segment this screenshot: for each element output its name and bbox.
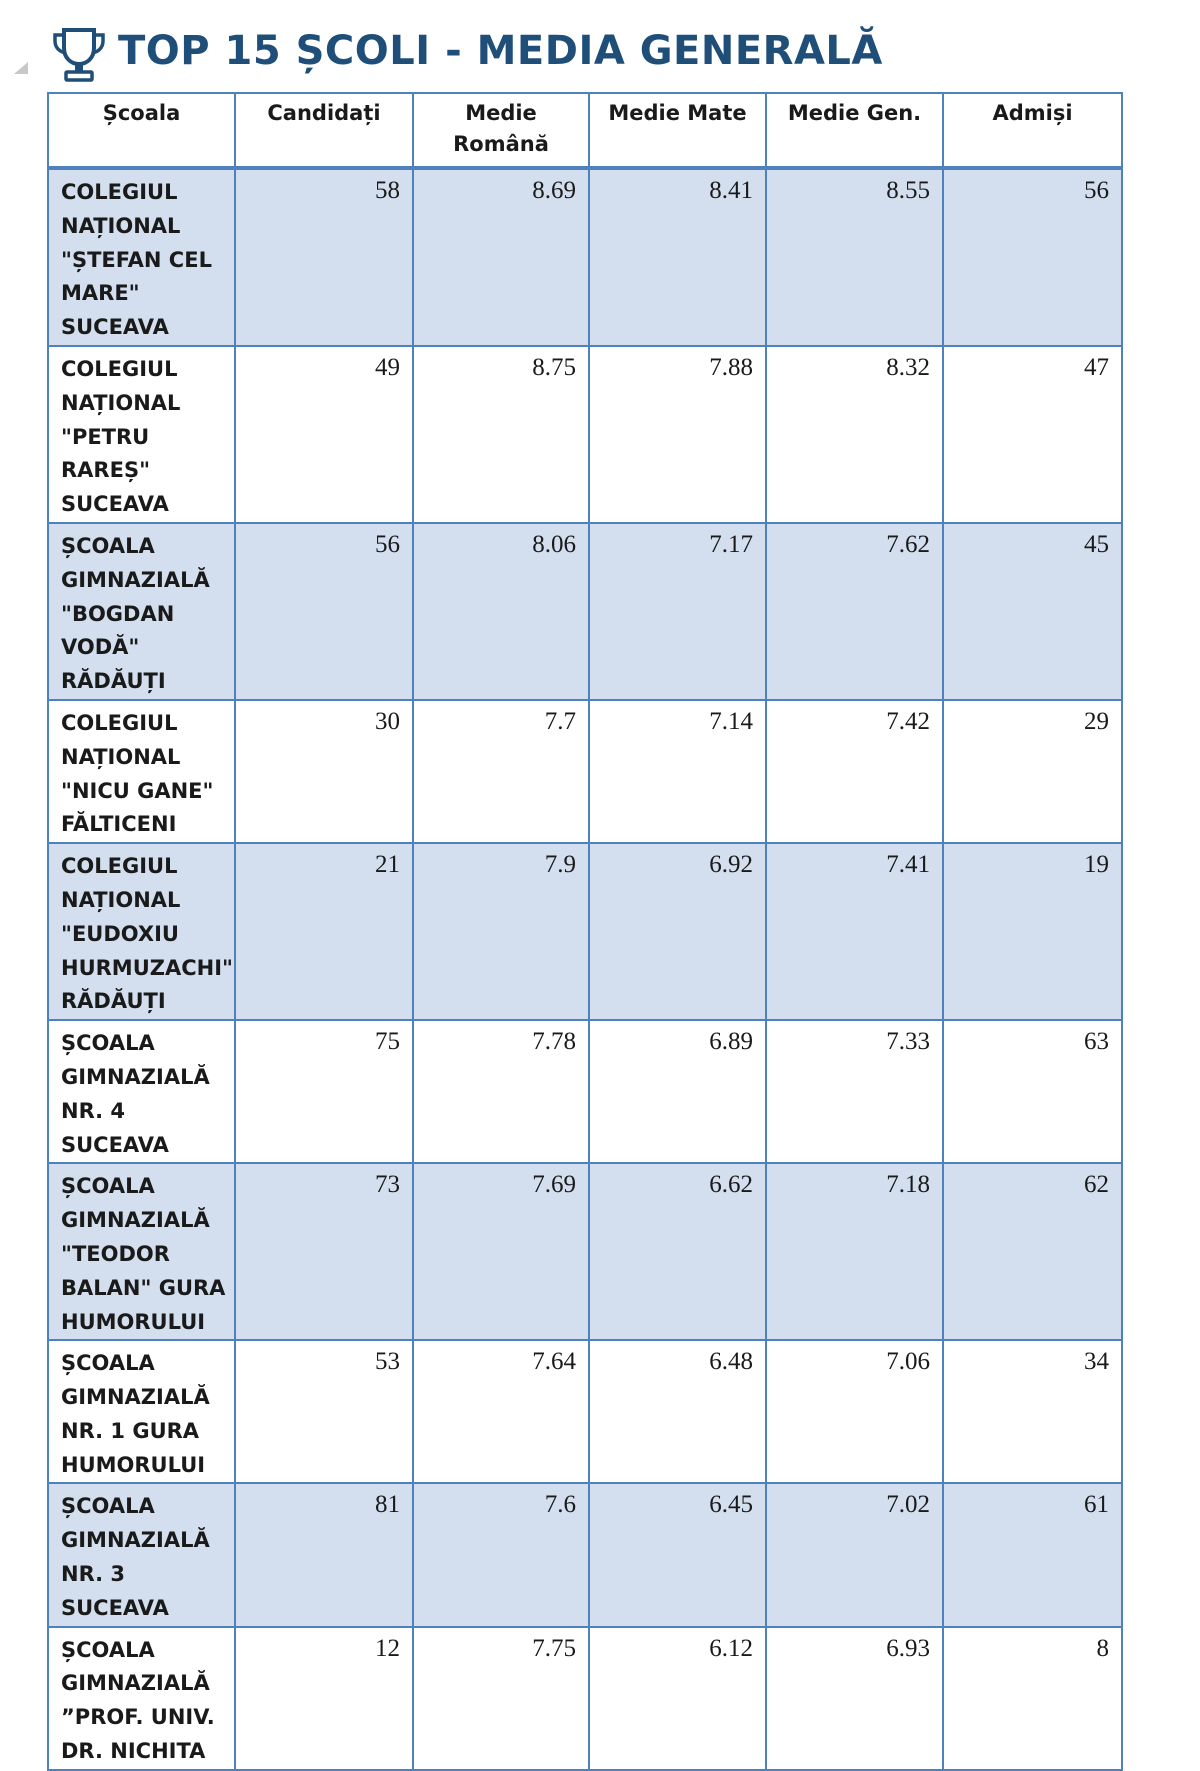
table-row — [48, 1163, 1122, 1340]
cell-school — [48, 843, 235, 1020]
header-label: Medie — [465, 101, 537, 125]
school-name-line: "EUDOXIU — [61, 921, 179, 946]
cell-gen: 7.62 — [766, 523, 943, 700]
header-row — [48, 93, 1122, 168]
cell-admisi: 61 — [943, 1483, 1122, 1626]
cell-admisi: 29 — [943, 700, 1122, 843]
school-name-line: ȘCOALA — [61, 1031, 155, 1056]
school-name-line: COLEGIUL — [61, 854, 178, 879]
school-name-line: DR. NICHITA — [61, 1739, 206, 1764]
school-name-line: HUMORULUI — [61, 1309, 206, 1334]
school-name-line: GIMNAZIALĂ — [61, 1208, 210, 1233]
cell-school — [48, 346, 235, 523]
school-name-line: GIMNAZIALĂ — [61, 1064, 210, 1089]
cell-mate: 6.92 — [589, 843, 766, 1020]
cell-romana: 7.69 — [413, 1163, 589, 1340]
cell-candidati: 49 — [235, 346, 413, 523]
school-name-line: RĂDĂUȚI — [61, 669, 166, 694]
cell-mate: 8.41 — [589, 168, 766, 346]
cell-romana: 8.06 — [413, 523, 589, 700]
cell-gen: 7.41 — [766, 843, 943, 1020]
school-name-line: GIMNAZIALĂ — [61, 1671, 210, 1696]
header-label: Admiși — [992, 101, 1073, 125]
table-row — [48, 700, 1122, 843]
cell-admisi: 62 — [943, 1163, 1122, 1340]
table-row — [48, 1483, 1122, 1626]
page-title: TOP 15 ȘCOLI - MEDIA GENERALĂ — [118, 28, 883, 74]
col-header-romana — [413, 93, 589, 168]
table-row — [48, 346, 1122, 523]
header-label: Candidați — [267, 101, 381, 125]
table-row — [48, 1627, 1122, 1770]
cell-romana: 7.75 — [413, 1627, 589, 1770]
cell-gen: 8.55 — [766, 168, 943, 346]
school-name-line: SUCEAVA — [61, 492, 169, 517]
results-table — [47, 92, 1123, 1771]
cell-gen: 7.18 — [766, 1163, 943, 1340]
cell-gen: 8.32 — [766, 346, 943, 523]
cell-admisi: 56 — [943, 168, 1122, 346]
school-name-line: RĂDĂUȚI — [61, 989, 166, 1014]
cell-gen: 7.42 — [766, 700, 943, 843]
cell-gen: 7.06 — [766, 1340, 943, 1483]
school-name-line: "TEODOR — [61, 1241, 170, 1266]
cell-admisi: 47 — [943, 346, 1122, 523]
school-name-line: ”PROF. UNIV. — [61, 1705, 215, 1730]
school-name-line: ȘCOALA — [61, 1637, 155, 1662]
school-name-line: COLEGIUL — [61, 356, 178, 381]
school-name-line: NAȚIONAL — [61, 390, 181, 415]
cell-mate: 7.17 — [589, 523, 766, 700]
school-name-line: "ȘTEFAN CEL — [61, 247, 212, 272]
table-row — [48, 523, 1122, 700]
cell-mate: 7.88 — [589, 346, 766, 523]
school-name-line: GIMNAZIALĂ — [61, 1528, 210, 1553]
header-label: Medie Mate — [608, 101, 747, 125]
cell-romana: 7.7 — [413, 700, 589, 843]
cell-school — [48, 1340, 235, 1483]
school-name-line: NR. 1 GURA — [61, 1418, 200, 1443]
col-header-gen — [766, 93, 943, 168]
cell-school — [48, 1483, 235, 1626]
cell-school — [48, 168, 235, 346]
cell-school — [48, 1020, 235, 1163]
cell-admisi: 19 — [943, 843, 1122, 1020]
cell-gen: 7.02 — [766, 1483, 943, 1626]
school-name-line: SUCEAVA — [61, 1132, 169, 1157]
cell-mate: 6.12 — [589, 1627, 766, 1770]
col-header-school — [48, 93, 235, 168]
school-name-line: VODĂ" — [61, 635, 140, 660]
cell-mate: 6.62 — [589, 1163, 766, 1340]
school-name-line: ȘCOALA — [61, 533, 155, 558]
school-name-line: "NICU GANE" — [61, 778, 214, 803]
table-row — [48, 1020, 1122, 1163]
school-name-line: COLEGIUL — [61, 180, 178, 204]
table-row — [48, 168, 1122, 346]
school-name-line: COLEGIUL — [61, 710, 178, 735]
collapse-marker — [14, 62, 28, 74]
cell-gen: 7.33 — [766, 1020, 943, 1163]
cell-romana: 8.75 — [413, 346, 589, 523]
cell-candidati: 81 — [235, 1483, 413, 1626]
col-header-candidati — [235, 93, 413, 168]
cell-romana: 7.6 — [413, 1483, 589, 1626]
cell-mate: 6.45 — [589, 1483, 766, 1626]
cell-admisi: 63 — [943, 1020, 1122, 1163]
table-row — [48, 1340, 1122, 1483]
school-name-line: GIMNAZIALĂ — [61, 567, 210, 592]
school-name-line: HURMUZACHI" — [61, 955, 233, 980]
cell-candidati: 56 — [235, 523, 413, 700]
school-name-line: ȘCOALA — [61, 1351, 155, 1376]
cell-candidati: 21 — [235, 843, 413, 1020]
trophy-icon — [50, 26, 108, 84]
cell-mate: 6.48 — [589, 1340, 766, 1483]
cell-candidati: 30 — [235, 700, 413, 843]
school-name-line: NR. 3 — [61, 1562, 126, 1587]
cell-romana: 7.9 — [413, 843, 589, 1020]
cell-gen: 6.93 — [766, 1627, 943, 1770]
cell-romana: 8.69 — [413, 168, 589, 346]
table-row — [48, 843, 1122, 1020]
header-label: Medie Gen. — [787, 101, 922, 125]
col-header-admisi — [943, 93, 1122, 168]
cell-romana: 7.78 — [413, 1020, 589, 1163]
school-name-line: MARE" — [61, 281, 140, 306]
cell-mate: 7.14 — [589, 700, 766, 843]
cell-candidati: 12 — [235, 1627, 413, 1770]
cell-school — [48, 700, 235, 843]
cell-candidati: 75 — [235, 1020, 413, 1163]
cell-candidati: 73 — [235, 1163, 413, 1340]
school-name-line: ȘCOALA — [61, 1494, 155, 1519]
school-name-line: "BOGDAN — [61, 601, 175, 626]
school-name-line: GIMNAZIALĂ — [61, 1385, 210, 1410]
cell-romana: 7.64 — [413, 1340, 589, 1483]
school-name-line: BALAN" GURA — [61, 1275, 226, 1300]
cell-school — [48, 523, 235, 700]
school-name-line: NAȚIONAL — [61, 744, 181, 769]
school-name-line: SUCEAVA — [61, 315, 169, 340]
header-label: Școala — [102, 101, 181, 125]
header-label: Română — [453, 132, 549, 156]
table-body — [48, 168, 1122, 1770]
title-bar — [0, 18, 1200, 88]
school-name-line: HUMORULUI — [61, 1452, 206, 1477]
cell-admisi: 45 — [943, 523, 1122, 700]
cell-admisi: 8 — [943, 1627, 1122, 1770]
school-name-line: "PETRU — [61, 424, 150, 449]
cell-candidati: 58 — [235, 168, 413, 346]
col-header-mate — [589, 93, 766, 168]
school-name-line: RAREȘ" — [61, 458, 151, 483]
cell-admisi: 34 — [943, 1340, 1122, 1483]
cell-candidati: 53 — [235, 1340, 413, 1483]
school-name-line: NR. 4 — [61, 1098, 126, 1123]
school-name-line: FĂLTICENI — [61, 812, 177, 837]
cell-school — [48, 1163, 235, 1340]
school-name-line: NAȚIONAL — [61, 213, 181, 238]
cell-school — [48, 1627, 235, 1770]
school-name-line: SUCEAVA — [61, 1595, 169, 1620]
school-name-line: NAȚIONAL — [61, 887, 181, 912]
school-name-line: ȘCOALA — [61, 1174, 155, 1199]
cell-mate: 6.89 — [589, 1020, 766, 1163]
